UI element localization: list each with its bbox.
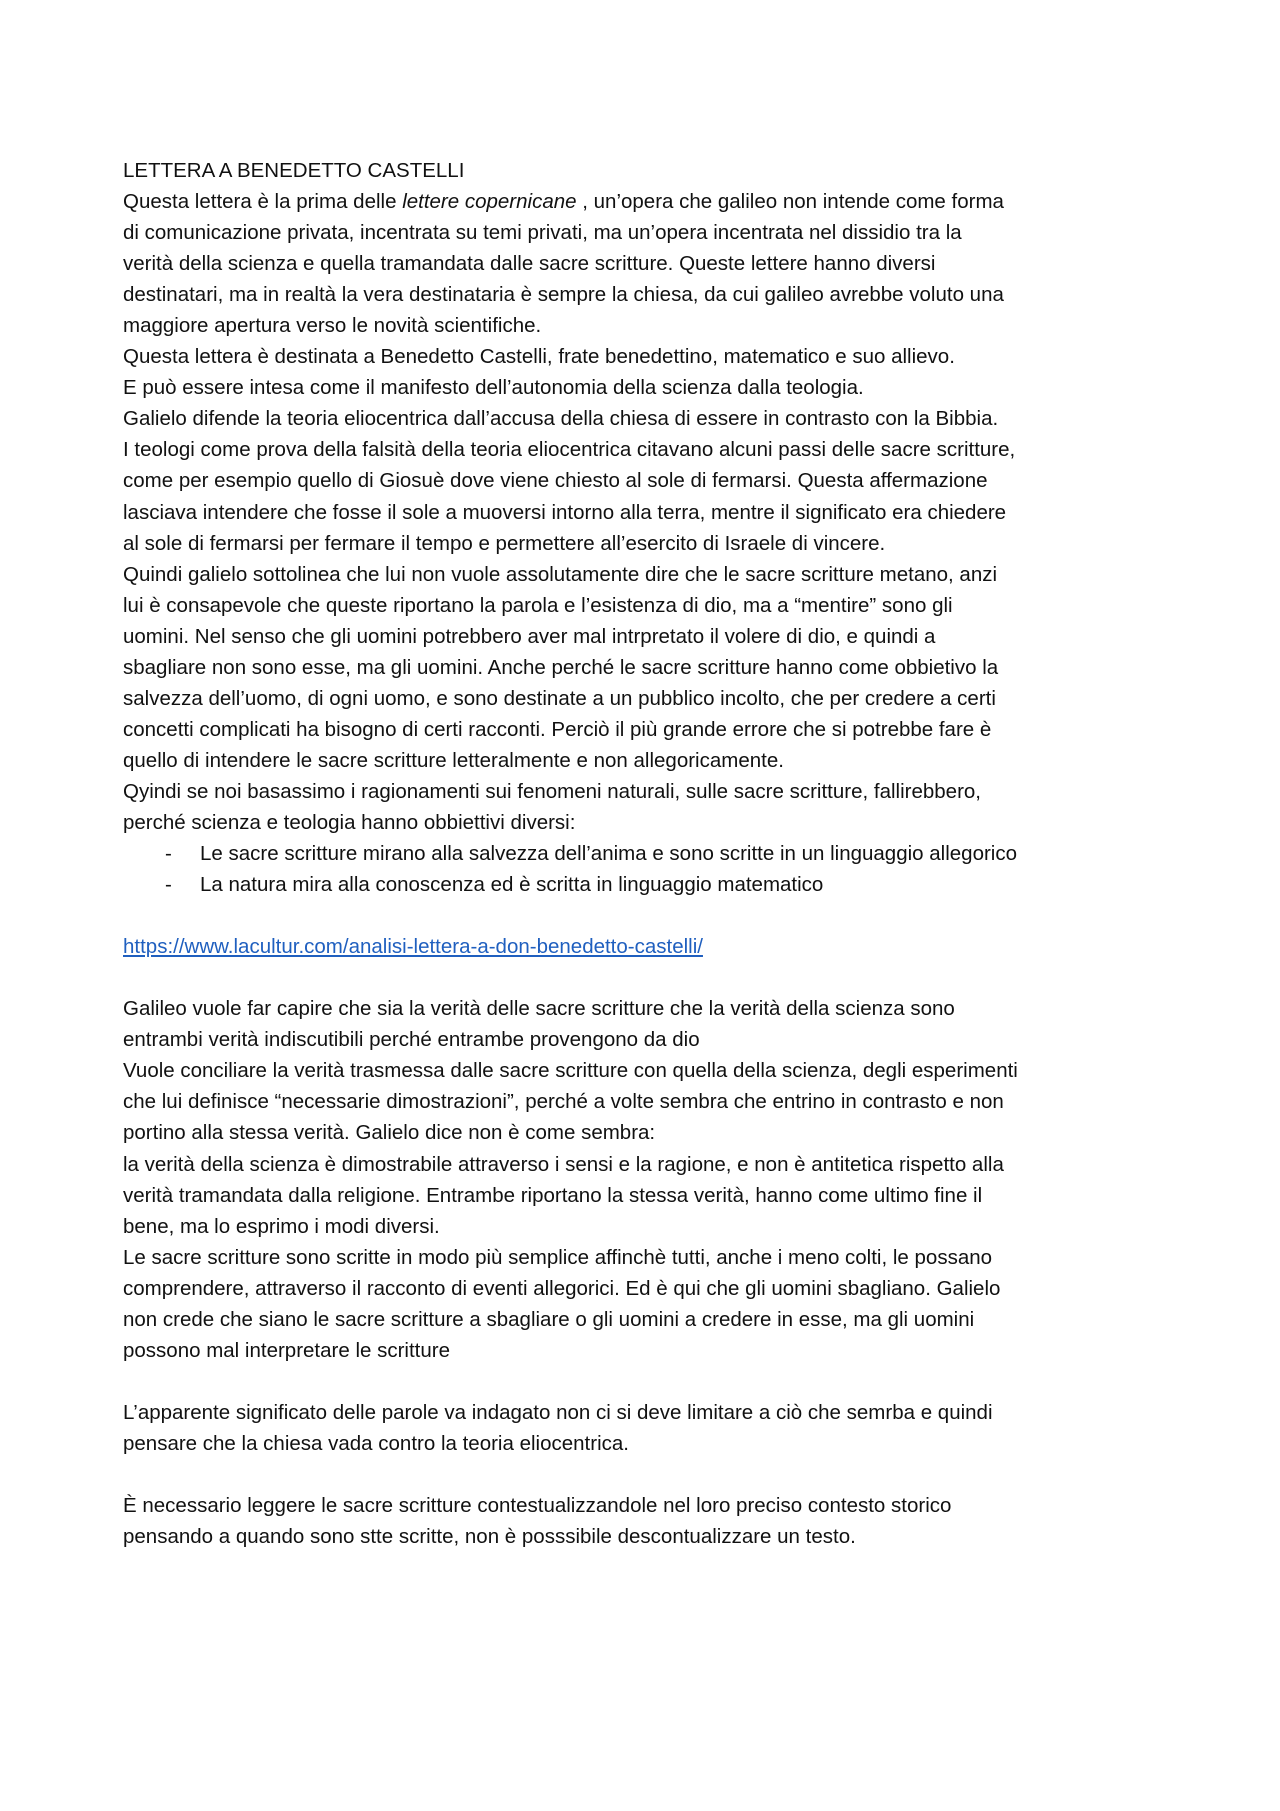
paragraph-line: destinatari, ma in realtà la vera destinataria è sempre la chiesa, da cui galileo avrebbe voluto una [123, 283, 1004, 307]
bullet-text: Le sacre scritture mirano alla salvezza dell’anima e sono scritte in un linguaggio allegorico [200, 842, 1018, 866]
paragraph-line: di comunicazione privata, incentrata su temi privati, ma un’opera incentrata nel dissidio tra la [123, 221, 962, 245]
paragraph-line: I teologi come prova della falsità della teoria eliocentrica citavano alcuni passi delle sacre scritture, [123, 438, 1016, 462]
paragraph-block [123, 217, 1163, 838]
paragraph-line: È necessario leggere le sacre scritture contestualizzandole nel loro preciso contesto storico [123, 1494, 952, 1518]
blank-line [123, 1459, 1163, 1490]
paragraph-line: Qyindi se noi basassimo i ragionamenti sui fenomeni naturali, sulle sacre scritture, fallirebbero, [123, 779, 981, 803]
paragraph-line: bene, ma lo esprimo i modi diversi. [123, 1214, 440, 1238]
paragraph-line: salvezza dell’uomo, di ogni uomo, e sono destinate a un pubblico incolto, che per credere a certi [123, 686, 996, 710]
blank-line [123, 1366, 1163, 1397]
source-link[interactable]: https://www.lacultur.com/analisi-lettera-a-don-benedetto-castelli/ [123, 935, 703, 959]
paragraph-line: Galielo difende la teoria eliocentrica dall’accusa della chiesa di essere in contrasto con la Bibbia. [123, 407, 999, 431]
italic-title: lettere copernicane [402, 190, 577, 214]
blank-line [123, 962, 1163, 993]
paragraph-line: sbagliare non sono esse, ma gli uomini. Anche perché le sacre scritture hanno come obbietivo la [123, 655, 999, 679]
paragraph-line: perché scienza e teologia hanno obbiettivi diversi: [123, 810, 576, 834]
paragraph-line: pensando a quando sono stte scritte, non è posssibile descontualizzare un testo. [123, 1525, 856, 1549]
paragraph-line: come per esempio quello di Giosuè dove viene chiesto al sole di fermarsi. Questa affermazione [123, 469, 988, 493]
paragraph-line: E può essere intesa come il manifesto dell’autonomia della scienza dalla teologia. [123, 376, 864, 400]
paragraph-line: lui è consapevole che queste riportano la parola e l’esistenza di dio, ma a “mentire” sono gli [123, 593, 953, 617]
text-run: , un’opera che galileo non intende come forma [576, 190, 1004, 214]
paragraph-line: maggiore apertura verso le novità scientifiche. [123, 314, 542, 338]
paragraph-line: che lui definisce “necessarie dimostrazioni”, perché a volte sembra che entrino in contrasto e non [123, 1090, 1004, 1114]
paragraph-block [123, 1397, 1163, 1459]
paragraph-line: concetti complicati ha bisogno di certi racconti. Perciò il più grande errore che si potrebbe fare è [123, 717, 992, 741]
bullet-dash: - [165, 842, 172, 866]
bullet-item [123, 869, 1163, 900]
paragraph-line: la verità della scienza è dimostrabile attraverso i sensi e la ragione, e non è antitetica rispetto alla [123, 1152, 1004, 1176]
paragraph-line: non crede che siano le sacre scritture a sbagliare o gli uomini a credere in esse, ma gli uomini [123, 1307, 975, 1331]
paragraph-line: Questa lettera è destinata a Benedetto Castelli, frate benedettino, matematico e suo allievo. [123, 345, 955, 369]
paragraph-line: Le sacre scritture sono scritte in modo più semplice affinchè tutti, anche i meno colti, le possano [123, 1245, 993, 1269]
paragraph-line: Galileo vuole far capire che sia la verità delle sacre scritture che la verità della scienza sono [123, 997, 955, 1021]
paragraph-line [123, 186, 1163, 217]
paragraph-line: Quindi galielo sottolinea che lui non vuole assolutamente dire che le sacre scritture metano, anzi [123, 562, 998, 586]
paragraph-line: verità della scienza e quella tramandata dalle sacre scritture. Queste lettere hanno diversi [123, 252, 936, 276]
bullet-text: La natura mira alla conoscenza ed è scritta in linguaggio matematico [200, 873, 824, 897]
paragraph-line: pensare che la chiesa vada contro la teoria eliocentrica. [123, 1431, 629, 1455]
bullet-item [123, 838, 1163, 869]
paragraph-line: entrambi verità indiscutibili perché entrambe provengono da dio [123, 1028, 700, 1052]
paragraph-line: uomini. Nel senso che gli uomini potrebbero aver mal intrpretato il volere di dio, e quindi a [123, 624, 936, 648]
document-title: LETTERA A BENEDETTO CASTELLI [123, 159, 465, 182]
paragraph-line: verità tramandata dalla religione. Entrambe riportano la stessa verità, hanno come ultimo fine il [123, 1183, 983, 1207]
paragraph-line: comprendere, attraverso il racconto di eventi allegorici. Ed è qui che gli uomini sbagliano. Galielo [123, 1276, 1001, 1300]
paragraph-block [123, 1490, 1163, 1552]
text-run: Questa lettera è la prima delle [123, 190, 403, 214]
paragraph-line: L’apparente significato delle parole va indagato non ci si deve limitare a ciò che semrba e quindi [123, 1400, 993, 1424]
paragraph-block [123, 993, 1163, 1366]
paragraph-line: possono mal interpretare le scritture [123, 1338, 451, 1362]
paragraph-line: Vuole conciliare la verità trasmessa dalle sacre scritture con quella della scienza, degli esperimenti [123, 1059, 1018, 1083]
paragraph-line: portino alla stessa verità. Galielo dice non è come sembra: [123, 1121, 656, 1145]
paragraph-line: quello di intendere le sacre scritture letteralmente e non allegoricamente. [123, 748, 784, 772]
blank-line [123, 900, 1163, 931]
document-page [123, 155, 1163, 1552]
paragraph-line: al sole di fermarsi per fermare il tempo e permettere all’esercito di Israele di vincere. [123, 531, 886, 555]
paragraph-line: lasciava intendere che fosse il sole a muoversi intorno alla terra, mentre il significato era chiedere [123, 500, 1007, 524]
bullet-dash: - [165, 873, 172, 897]
